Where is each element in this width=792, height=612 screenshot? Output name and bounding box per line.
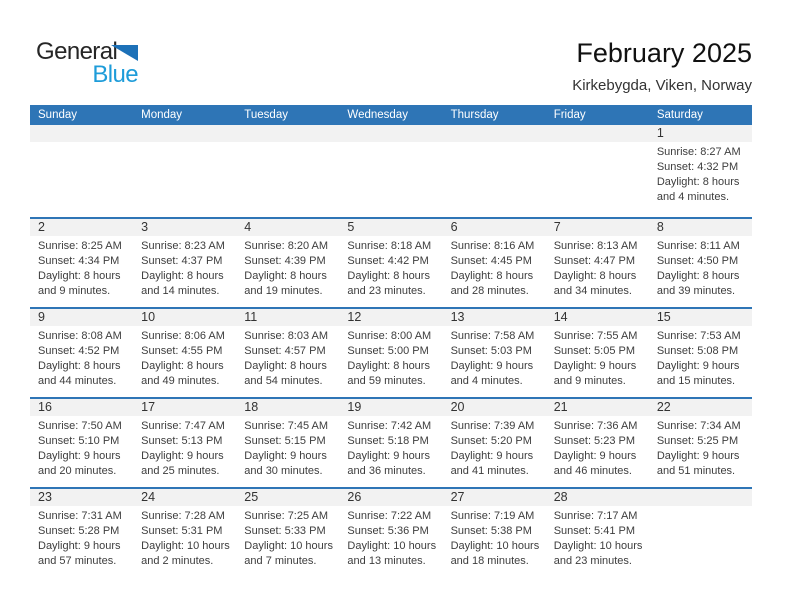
week-row <box>30 397 752 487</box>
day-info <box>546 236 649 299</box>
day-info-line: and 23 minutes. <box>553 555 632 567</box>
day-info-line: and 20 minutes. <box>38 465 117 477</box>
day-info-line: and 15 minutes. <box>656 375 736 387</box>
empty-day-cell <box>236 125 339 217</box>
day-info-line: and 9 minutes. <box>553 375 626 387</box>
day-info-line: Sunrise: 8:00 AM <box>347 330 432 342</box>
day-cell <box>236 309 339 397</box>
day-info-line: Sunrise: 7:19 AM <box>450 510 535 522</box>
day-number: 25 <box>236 489 339 506</box>
day-info-line: Daylight: 10 hours <box>347 540 437 552</box>
empty-day-cell <box>30 125 133 217</box>
day-info-line: and 19 minutes. <box>244 285 323 297</box>
day-info <box>236 416 339 479</box>
day-number: 22 <box>649 399 752 416</box>
day-number: 27 <box>443 489 546 506</box>
day-number: 20 <box>443 399 546 416</box>
day-number: 12 <box>339 309 442 326</box>
day-number: 14 <box>546 309 649 326</box>
day-info-line: Sunset: 5:00 PM <box>347 345 429 357</box>
day-info-line: Sunset: 5:10 PM <box>38 435 120 447</box>
week-row <box>30 307 752 397</box>
day-info-line: and 57 minutes. <box>38 555 117 567</box>
day-info-line: Sunset: 5:25 PM <box>656 435 739 447</box>
day-info-line: and 9 minutes. <box>38 285 111 297</box>
day-info-line: Daylight: 9 hours <box>141 450 224 462</box>
day-info <box>443 416 546 479</box>
day-number: 11 <box>236 309 339 326</box>
day-info-line: and 14 minutes. <box>141 285 220 297</box>
day-cell <box>546 489 649 577</box>
day-info-line: and 13 minutes. <box>347 555 426 567</box>
day-info <box>30 326 133 389</box>
day-number <box>649 489 752 506</box>
day-info-line: Daylight: 10 hours <box>141 540 230 552</box>
day-info <box>133 326 236 389</box>
day-number: 4 <box>236 219 339 236</box>
weekday-sunday: Sunday <box>38 109 78 121</box>
day-info <box>443 236 546 299</box>
day-info-line: Sunset: 4:39 PM <box>244 255 326 267</box>
day-info-line: Sunset: 5:03 PM <box>450 345 532 357</box>
day-cell <box>133 309 236 397</box>
day-cell <box>649 219 752 307</box>
day-info-line: Sunset: 5:23 PM <box>553 435 636 447</box>
day-info <box>649 506 752 509</box>
week-row <box>30 125 752 217</box>
day-info-line: and 18 minutes. <box>450 555 529 567</box>
day-info <box>443 506 546 569</box>
day-info-line: and 46 minutes. <box>553 465 632 477</box>
day-info-line: and 39 minutes. <box>656 285 736 297</box>
day-info-line: Sunset: 4:32 PM <box>656 161 739 173</box>
day-number: 6 <box>443 219 546 236</box>
day-info-line: Sunrise: 7:45 AM <box>244 420 329 432</box>
location-subtitle: Kirkebygda, Viken, Norway <box>572 77 752 94</box>
day-info-line: Sunset: 4:55 PM <box>141 345 223 357</box>
day-info <box>30 142 133 145</box>
day-info-line: Sunrise: 7:25 AM <box>244 510 329 522</box>
calendar-weeks <box>30 125 752 577</box>
weekday-tuesday: Tuesday <box>244 109 288 121</box>
day-info-line: and 7 minutes. <box>244 555 317 567</box>
day-info-line: Sunset: 4:42 PM <box>347 255 429 267</box>
day-info-line: Sunrise: 8:20 AM <box>244 240 329 252</box>
weekday-friday: Friday <box>553 109 586 121</box>
week-row <box>30 217 752 307</box>
day-info <box>339 506 442 569</box>
day-info <box>133 142 236 145</box>
day-info <box>236 326 339 389</box>
day-cell <box>236 489 339 577</box>
day-cell <box>133 219 236 307</box>
empty-day-cell <box>133 125 236 217</box>
day-info <box>649 236 752 299</box>
empty-day-cell <box>339 125 442 217</box>
day-info <box>30 236 133 299</box>
day-info-line: Sunset: 5:13 PM <box>141 435 223 447</box>
day-info-line: Daylight: 10 hours <box>553 540 643 552</box>
empty-day-cell <box>649 489 752 577</box>
day-info-line: Sunset: 4:57 PM <box>244 345 326 357</box>
day-info <box>30 506 133 569</box>
day-number: 5 <box>339 219 442 236</box>
day-info-line: Sunset: 5:18 PM <box>347 435 429 447</box>
day-info-line: Daylight: 10 hours <box>450 540 540 552</box>
day-info <box>236 236 339 299</box>
day-number: 13 <box>443 309 546 326</box>
day-cell <box>339 399 442 487</box>
day-number: 28 <box>546 489 649 506</box>
day-cell <box>133 489 236 577</box>
day-info-line: Daylight: 8 hours <box>244 270 327 282</box>
day-info-line: Sunrise: 8:23 AM <box>141 240 225 252</box>
weekday-saturday: Saturday <box>656 109 703 121</box>
weekday-wednesday: Wednesday <box>347 109 408 121</box>
day-info <box>30 416 133 479</box>
day-number <box>339 125 442 142</box>
day-number: 18 <box>236 399 339 416</box>
day-number: 10 <box>133 309 236 326</box>
day-number: 15 <box>649 309 752 326</box>
day-info-line: Daylight: 8 hours <box>450 270 534 282</box>
day-number <box>133 125 236 142</box>
day-info <box>339 142 442 145</box>
day-info-line: Sunrise: 8:08 AM <box>38 330 122 342</box>
day-cell <box>649 125 752 217</box>
day-info-line: Daylight: 9 hours <box>450 450 534 462</box>
day-info-line: Sunrise: 7:17 AM <box>553 510 638 522</box>
day-info-line: and 49 minutes. <box>141 375 220 387</box>
day-info-line: Daylight: 8 hours <box>347 360 430 372</box>
day-info-line: Sunrise: 8:25 AM <box>38 240 122 252</box>
day-info-line: Daylight: 8 hours <box>141 360 224 372</box>
day-info-line: Sunset: 5:36 PM <box>347 525 429 537</box>
logo-text-general: General <box>36 38 118 65</box>
day-cell <box>339 489 442 577</box>
day-cell <box>30 219 133 307</box>
day-info-line: Sunrise: 7:39 AM <box>450 420 535 432</box>
day-info <box>649 142 752 205</box>
day-info-line: and 59 minutes. <box>347 375 426 387</box>
day-info-line: and 4 minutes. <box>450 375 523 387</box>
day-number: 8 <box>649 219 752 236</box>
day-cell <box>546 309 649 397</box>
day-number: 19 <box>339 399 442 416</box>
day-info-line: Daylight: 8 hours <box>38 360 121 372</box>
day-info-line: Sunrise: 8:06 AM <box>141 330 225 342</box>
day-info-line: Sunset: 5:05 PM <box>553 345 636 357</box>
day-info-line: Daylight: 8 hours <box>656 270 740 282</box>
day-info-line: Daylight: 9 hours <box>38 540 121 552</box>
day-cell <box>546 219 649 307</box>
day-info-line: Sunset: 5:33 PM <box>244 525 326 537</box>
day-info-line: Sunset: 5:20 PM <box>450 435 532 447</box>
weekday-header-row <box>30 105 752 125</box>
day-info-line: Daylight: 9 hours <box>38 450 121 462</box>
day-cell <box>236 219 339 307</box>
day-number: 16 <box>30 399 133 416</box>
day-info-line: Daylight: 8 hours <box>141 270 224 282</box>
day-info-line: Sunrise: 7:22 AM <box>347 510 432 522</box>
day-info-line: Daylight: 9 hours <box>553 360 637 372</box>
day-info-line: Sunset: 4:47 PM <box>553 255 636 267</box>
logo-text-blue: Blue <box>92 61 138 88</box>
day-info-line: Daylight: 10 hours <box>244 540 333 552</box>
day-info-line: Sunrise: 7:28 AM <box>141 510 225 522</box>
day-number: 21 <box>546 399 649 416</box>
day-info <box>546 506 649 569</box>
day-info-line: Daylight: 9 hours <box>553 450 637 462</box>
day-info-line: and 23 minutes. <box>347 285 426 297</box>
day-info-line: Daylight: 8 hours <box>38 270 121 282</box>
day-info-line: Daylight: 9 hours <box>244 450 327 462</box>
day-cell <box>443 399 546 487</box>
day-cell <box>30 399 133 487</box>
day-info <box>133 416 236 479</box>
day-number: 1 <box>649 125 752 142</box>
day-cell <box>649 399 752 487</box>
day-cell <box>236 399 339 487</box>
day-number <box>30 125 133 142</box>
day-info <box>546 416 649 479</box>
day-info-line: and 4 minutes. <box>656 191 729 203</box>
day-cell <box>546 399 649 487</box>
week-row <box>30 487 752 577</box>
day-info-line: Sunrise: 7:47 AM <box>141 420 225 432</box>
day-info-line: Sunrise: 7:58 AM <box>450 330 535 342</box>
page-header <box>30 0 752 105</box>
day-info-line: Sunset: 4:50 PM <box>656 255 739 267</box>
day-info <box>443 142 546 145</box>
day-info-line: Daylight: 9 hours <box>347 450 430 462</box>
day-cell <box>30 309 133 397</box>
day-info-line: and 34 minutes. <box>553 285 632 297</box>
day-info <box>236 142 339 145</box>
day-info-line: Daylight: 8 hours <box>244 360 327 372</box>
day-info-line: Sunset: 5:38 PM <box>450 525 532 537</box>
day-info <box>133 506 236 569</box>
day-number <box>443 125 546 142</box>
day-info <box>236 506 339 569</box>
day-cell <box>339 309 442 397</box>
day-info-line: Sunset: 4:34 PM <box>38 255 120 267</box>
day-info-line: Sunrise: 7:55 AM <box>553 330 638 342</box>
day-cell <box>339 219 442 307</box>
day-info-line: Daylight: 9 hours <box>656 360 740 372</box>
day-info-line: and 54 minutes. <box>244 375 323 387</box>
empty-day-cell <box>443 125 546 217</box>
day-info-line: and 44 minutes. <box>38 375 117 387</box>
day-info <box>546 326 649 389</box>
day-info <box>339 326 442 389</box>
day-info-line: and 28 minutes. <box>450 285 529 297</box>
day-info-line: Daylight: 9 hours <box>656 450 740 462</box>
day-info-line: Sunrise: 7:42 AM <box>347 420 432 432</box>
calendar <box>30 105 752 577</box>
day-info-line: Sunset: 5:08 PM <box>656 345 739 357</box>
day-info-line: and 30 minutes. <box>244 465 323 477</box>
day-info-line: and 51 minutes. <box>656 465 736 477</box>
day-number: 2 <box>30 219 133 236</box>
day-info-line: Sunset: 5:15 PM <box>244 435 326 447</box>
day-cell <box>443 489 546 577</box>
day-info-line: Sunrise: 8:03 AM <box>244 330 329 342</box>
day-number: 24 <box>133 489 236 506</box>
day-info-line: Sunrise: 7:50 AM <box>38 420 122 432</box>
weekday-monday: Monday <box>141 109 183 121</box>
day-number: 23 <box>30 489 133 506</box>
weekday-thursday: Thursday <box>450 109 499 121</box>
day-info-line: Sunset: 5:28 PM <box>38 525 120 537</box>
day-info <box>443 326 546 389</box>
day-info-line: Daylight: 9 hours <box>450 360 534 372</box>
month-title: February 2025 <box>576 38 752 68</box>
day-info-line: Sunrise: 8:27 AM <box>656 146 741 158</box>
day-info-line: Sunrise: 8:16 AM <box>450 240 535 252</box>
day-info-line: Sunrise: 7:31 AM <box>38 510 122 522</box>
day-info-line: and 41 minutes. <box>450 465 529 477</box>
day-info <box>133 236 236 299</box>
day-cell <box>443 309 546 397</box>
day-number: 26 <box>339 489 442 506</box>
day-cell <box>133 399 236 487</box>
day-info-line: Sunset: 5:41 PM <box>553 525 636 537</box>
general-blue-logo <box>36 38 138 88</box>
day-info-line: Daylight: 8 hours <box>553 270 637 282</box>
day-info-line: Daylight: 8 hours <box>347 270 430 282</box>
day-info-line: and 25 minutes. <box>141 465 220 477</box>
day-number: 9 <box>30 309 133 326</box>
day-number: 3 <box>133 219 236 236</box>
day-info-line: Sunset: 5:31 PM <box>141 525 223 537</box>
day-info-line: Sunset: 4:52 PM <box>38 345 120 357</box>
day-info-line: Sunrise: 7:34 AM <box>656 420 741 432</box>
day-cell <box>443 219 546 307</box>
day-number: 7 <box>546 219 649 236</box>
day-info-line: Sunset: 4:45 PM <box>450 255 532 267</box>
day-number <box>546 125 649 142</box>
day-info <box>649 416 752 479</box>
day-info <box>546 142 649 145</box>
day-info <box>339 416 442 479</box>
day-info-line: Sunrise: 7:36 AM <box>553 420 638 432</box>
day-cell <box>30 489 133 577</box>
day-info-line: Sunset: 4:37 PM <box>141 255 223 267</box>
day-info <box>339 236 442 299</box>
day-info-line: Sunrise: 8:13 AM <box>553 240 638 252</box>
empty-day-cell <box>546 125 649 217</box>
day-info-line: Daylight: 8 hours <box>656 176 740 188</box>
day-info-line: and 36 minutes. <box>347 465 426 477</box>
day-cell <box>649 309 752 397</box>
day-info-line: Sunrise: 8:11 AM <box>656 240 740 252</box>
day-number: 17 <box>133 399 236 416</box>
day-info-line: Sunrise: 7:53 AM <box>656 330 741 342</box>
day-number <box>236 125 339 142</box>
day-info-line: and 2 minutes. <box>141 555 214 567</box>
day-info-line: Sunrise: 8:18 AM <box>347 240 432 252</box>
day-info <box>649 326 752 389</box>
